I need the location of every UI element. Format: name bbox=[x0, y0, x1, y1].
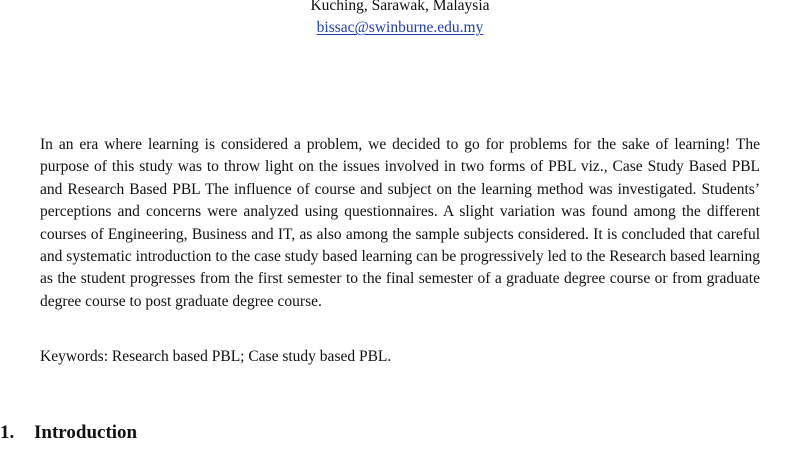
author-location: Kuching, Sarawak, Malaysia bbox=[310, 0, 490, 14]
author-email-link[interactable]: bissac@swinburne.edu.my bbox=[316, 19, 484, 36]
section-title: Introduction bbox=[34, 422, 138, 443]
section-number: 1. bbox=[0, 422, 15, 443]
section-heading-introduction bbox=[0, 421, 137, 445]
abstract-text: In an era where learning is considered a problem, we decided to go for problems for the sake of learning! The purpose of this study was to throw light on the issues involved in two forms of PBL viz., Case Study Based PBL and Research Based PBL The influence of course and subject on the learning method was investigated. Students’ perceptions and concerns were analyzed using questionnaires. A slight variation was found among the different courses of Engineering, Business and IT, as also among the sample subjects considered. It is concluded that careful and systematic introduction to the case study based learning can be progressively led to the Research based learning as the student progresses from the first semester to the final semester of a graduate degree course or from graduate degree course to post graduate degree course. bbox=[40, 136, 760, 310]
author-email-line bbox=[0, 19, 800, 37]
keywords-line: Keywords: Research based PBL; Case study based PBL. bbox=[40, 348, 392, 365]
